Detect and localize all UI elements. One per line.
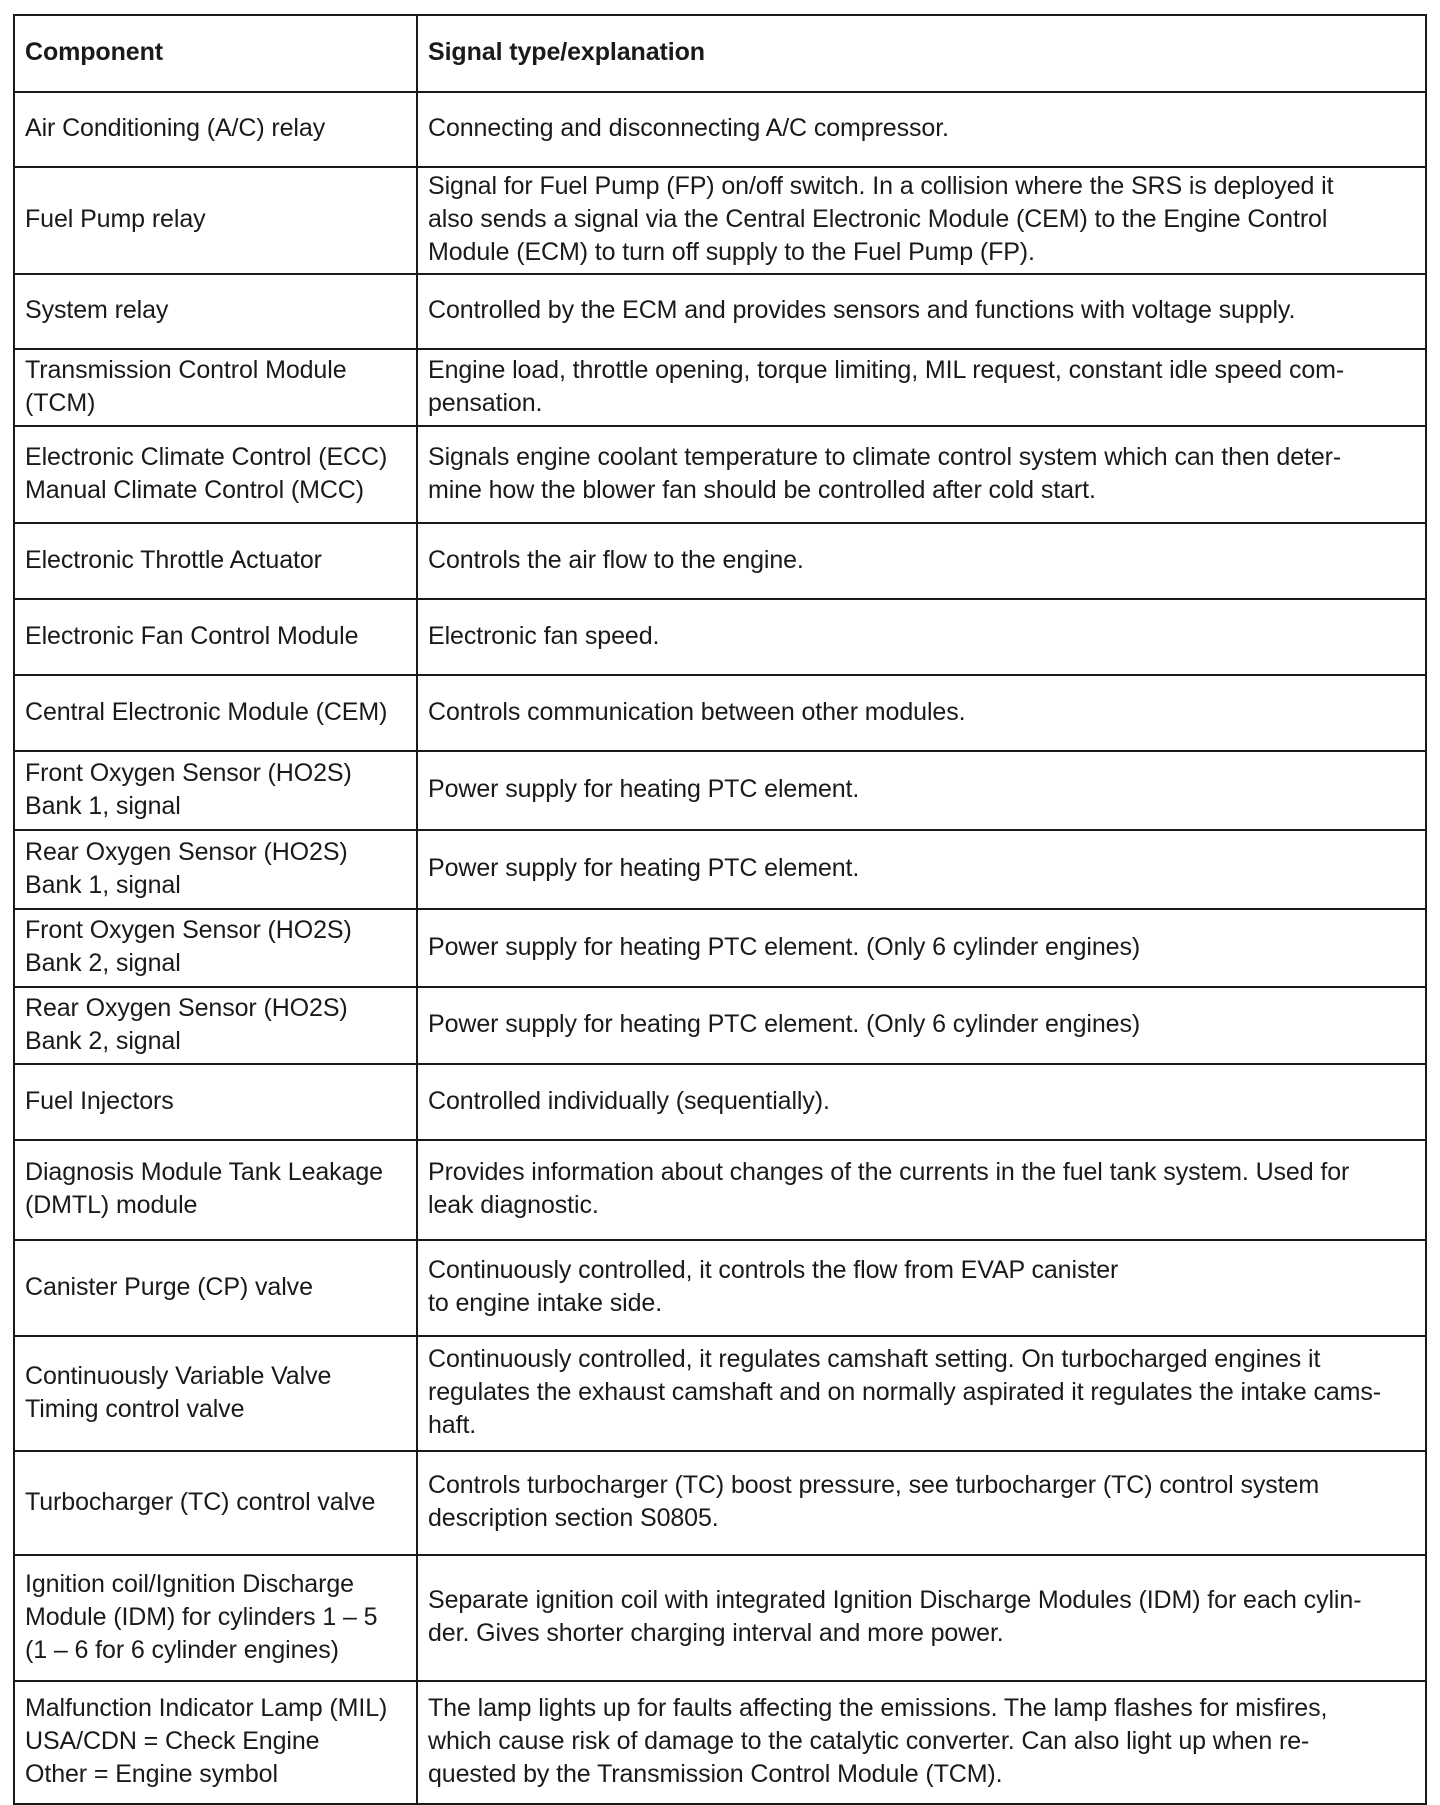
component-cell: Diagnosis Module Tank Leakage (DMTL) module (14, 1140, 417, 1240)
signal-cell: Separate ignition coil with integrated Ignition Discharge Modules (IDM) for each cylin- der. Gives shorter charging interval and more power. (417, 1555, 1426, 1681)
signal-cell: Controls the air flow to the engine. (417, 523, 1426, 599)
signal-cell: The lamp lights up for faults affecting the emissions. The lamp flashes for misfires, which cause risk of damage to the catalytic converter. Can also light up when re- quested by the Transmission Control Module (TCM). (417, 1681, 1426, 1804)
component-cell: Continuously Variable Valve Timing control valve (14, 1336, 417, 1451)
signal-cell: Electronic fan speed. (417, 599, 1426, 675)
table-row (14, 909, 1426, 987)
signal-cell: Power supply for heating PTC element. (417, 751, 1426, 830)
table-row (14, 523, 1426, 599)
component-cell: Front Oxygen Sensor (HO2S) Bank 2, signal (14, 909, 417, 987)
table-row (14, 830, 1426, 909)
signal-cell: Signals engine coolant temperature to climate control system which can then deter- mine how the blower fan should be controlled after cold start. (417, 426, 1426, 523)
header-component: Component (14, 15, 417, 92)
table-row (14, 987, 1426, 1064)
signal-cell: Controls communication between other modules. (417, 675, 1426, 751)
table-row (14, 1451, 1426, 1555)
signal-cell: Controls turbocharger (TC) boost pressure, see turbocharger (TC) control system description section S0805. (417, 1451, 1426, 1555)
component-signal-table (13, 14, 1427, 1805)
component-cell: Rear Oxygen Sensor (HO2S) Bank 1, signal (14, 830, 417, 909)
component-cell: Front Oxygen Sensor (HO2S) Bank 1, signal (14, 751, 417, 830)
signal-cell: Power supply for heating PTC element. (Only 6 cylinder engines) (417, 987, 1426, 1064)
table-header-row (14, 15, 1426, 92)
component-cell: Fuel Pump relay (14, 167, 417, 274)
component-cell: Turbocharger (TC) control valve (14, 1451, 417, 1555)
component-cell: Electronic Climate Control (ECC) Manual Climate Control (MCC) (14, 426, 417, 523)
table-row (14, 751, 1426, 830)
signal-cell: Engine load, throttle opening, torque limiting, MIL request, constant idle speed com- pensation. (417, 349, 1426, 426)
component-cell: Transmission Control Module (TCM) (14, 349, 417, 426)
table-row (14, 1681, 1426, 1804)
signal-cell: Power supply for heating PTC element. (Only 6 cylinder engines) (417, 909, 1426, 987)
component-cell: Ignition coil/Ignition Discharge Module (IDM) for cylinders 1 – 5 (1 – 6 for 6 cylinder engines) (14, 1555, 417, 1681)
component-cell: Canister Purge (CP) valve (14, 1240, 417, 1336)
table-row (14, 1240, 1426, 1336)
table-row (14, 426, 1426, 523)
component-cell: Fuel Injectors (14, 1064, 417, 1140)
table-row (14, 274, 1426, 349)
component-cell: Malfunction Indicator Lamp (MIL) USA/CDN = Check Engine Other = Engine symbol (14, 1681, 417, 1804)
component-cell: Central Electronic Module (CEM) (14, 675, 417, 751)
table-row (14, 599, 1426, 675)
component-cell: System relay (14, 274, 417, 349)
component-cell: Rear Oxygen Sensor (HO2S) Bank 2, signal (14, 987, 417, 1064)
signal-cell: Signal for Fuel Pump (FP) on/off switch. In a collision where the SRS is deployed it also sends a signal via the Central Electronic Module (CEM) to the Engine Control Module (ECM) to turn off supply to the Fuel Pump (FP). (417, 167, 1426, 274)
signal-cell: Continuously controlled, it regulates camshaft setting. On turbocharged engines it regulates the exhaust camshaft and on normally aspirated it regulates the intake cams- haft. (417, 1336, 1426, 1451)
signal-cell: Controlled individually (sequentially). (417, 1064, 1426, 1140)
table-row (14, 1336, 1426, 1451)
component-cell: Air Conditioning (A/C) relay (14, 92, 417, 167)
component-cell: Electronic Fan Control Module (14, 599, 417, 675)
table-row (14, 92, 1426, 167)
header-signal: Signal type/explanation (417, 15, 1426, 92)
signal-cell: Power supply for heating PTC element. (417, 830, 1426, 909)
table-row (14, 349, 1426, 426)
table-row (14, 1555, 1426, 1681)
signal-cell: Connecting and disconnecting A/C compressor. (417, 92, 1426, 167)
signal-cell: Continuously controlled, it controls the flow from EVAP canister to engine intake side. (417, 1240, 1426, 1336)
table-row (14, 167, 1426, 274)
table-row (14, 1064, 1426, 1140)
signal-cell: Provides information about changes of the currents in the fuel tank system. Used for leak diagnostic. (417, 1140, 1426, 1240)
component-cell: Electronic Throttle Actuator (14, 523, 417, 599)
signal-cell: Controlled by the ECM and provides sensors and functions with voltage supply. (417, 274, 1426, 349)
table-row (14, 1140, 1426, 1240)
table-row (14, 675, 1426, 751)
